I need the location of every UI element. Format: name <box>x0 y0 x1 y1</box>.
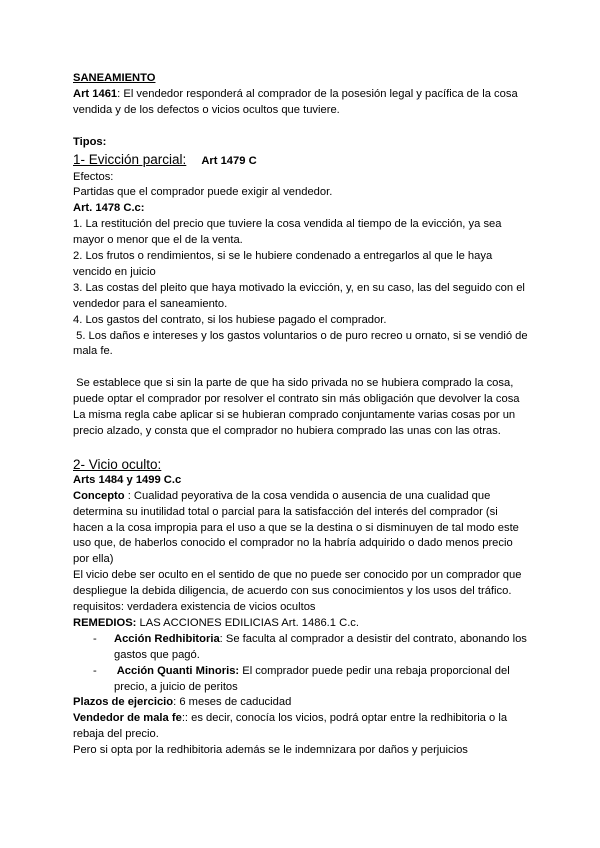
eviccion-item-line: vencido en juicio <box>73 265 156 278</box>
eviccion-paragraph-line: La misma regla cabe aplicar si se hubieran comprado conjuntamente varias cosas por un <box>73 409 516 422</box>
bullet-dash: - <box>93 664 97 677</box>
concepto-line: Concepto : Cualidad peyorativa de la cosa vendida o ausencia de una cualidad que <box>73 489 491 502</box>
accion-redhibitoria-cont: gastos que pagó. <box>114 648 200 661</box>
partidas-text: Partidas que el comprador puede exigir al vendedor. <box>73 186 333 199</box>
eviccion-item-line: mala fe. <box>73 345 113 358</box>
eviccion-item-line: mayor o menor que el de la venta. <box>73 234 243 247</box>
spacer <box>73 360 538 376</box>
final-line: Pero si opta por la redhibitoria además se le indemnizara por daños y perjuicios <box>73 744 468 757</box>
oculto-line: requisitos: verdadera existencia de vicios ocultos <box>73 601 316 614</box>
eviccion-item-line: 3. Las costas del pleito que haya motivado la evicción, y, en su caso, las del seguido con el <box>73 281 525 294</box>
eviccion-item-line: 1. La restitución del precio que tuviere la cosa vendida al tiempo de la evicción, ya sea <box>73 218 502 231</box>
accion-redhibitoria: - Acción Redhibitoria: Se faculta al comprador a desistir del contrato, abonando los <box>73 632 538 648</box>
eviccion-item-line: 4. Los gastos del contrato, si los hubiese pagado el comprador. <box>73 313 387 326</box>
bullet-dash: - <box>93 632 97 645</box>
eviccion-item-line: vendedor para el saneamiento. <box>73 297 228 310</box>
accion-quanti-minoris-cont: precio, a juicio de peritos <box>114 680 238 693</box>
spacer <box>73 119 538 135</box>
remedios-line: REMEDIOS: LAS ACCIONES EDILICIAS Art. 1486.1 C.c. <box>73 616 360 629</box>
concepto-line: por ella) <box>73 553 114 566</box>
efectos-label: Efectos: <box>73 170 114 183</box>
art-1461-line-2: vendida y de los defectos o vicios ocultos que tuviere. <box>73 103 340 116</box>
art-1461-line-1: Art 1461: El vendedor responderá al comprador de la posesión legal y pacífica de la cosa <box>73 87 518 100</box>
plazos-line: Plazos de ejercicio: 6 meses de caducidad <box>73 696 292 709</box>
oculto-line: El vicio debe ser oculto en el sentido de que no puede ser conocido por un comprador que <box>73 569 522 582</box>
eviccion-paragraph-line: puede optar el comprador por resolver el contrato sin más obligación que devolver la cosa <box>73 393 520 406</box>
accion-quanti-minoris: - Acción Quanti Minoris: El comprador puede pedir una rebaja proporcional del <box>73 664 538 680</box>
eviccion-heading: 1- Evicción parcial: Art 1479 C <box>73 151 257 167</box>
eviccion-paragraph-line: precio alzado, y consta que el comprador no hubiera comprado las unas con las otras. <box>73 425 501 437</box>
document-page <box>73 71 538 759</box>
concepto-line: determina su inutilidad total o parcial para la satisfacción del interés del comprador (si <box>73 505 498 518</box>
vicio-arts: Arts 1484 y 1499 C.c <box>73 473 182 486</box>
vicio-heading: 2- Vicio oculto: <box>73 456 162 472</box>
document-title: SANEAMIENTO <box>73 72 156 84</box>
spacer <box>73 440 538 456</box>
tipos-label: Tipos: <box>73 135 107 148</box>
mala-fe-line: Vendedor de mala fe:: es decir, conocía los vicios, podrá optar entre la redhibitoria o la <box>73 712 508 725</box>
concepto-line: uso que, de haberlos conocido el comprador no la habría adquirido o dado menos precio <box>73 537 513 550</box>
eviccion-paragraph-line: Se establece que si sin la parte de que ha sido privada no se hubiera comprado la cosa, <box>73 377 514 390</box>
oculto-line: despliegue la debida diligencia, de acuerdo con sus conocimientos y los usos del tráfico. <box>73 585 512 598</box>
concepto-line: hacen a la cosa impropia para el uso a que se la destina o si disminuyen de tal modo este <box>73 521 519 534</box>
mala-fe-line-2: rebaja del precio. <box>73 728 159 741</box>
eviccion-item-line: 5. Los daños e intereses y los gastos voluntarios o de puro recreo u ornato, si se vendió de <box>73 329 528 342</box>
art-1478-label: Art. 1478 C.c: <box>73 202 145 215</box>
eviccion-item-line: 2. Los frutos o rendimientos, si se le hubiere condenado a entregarlos al que le haya <box>73 250 493 263</box>
